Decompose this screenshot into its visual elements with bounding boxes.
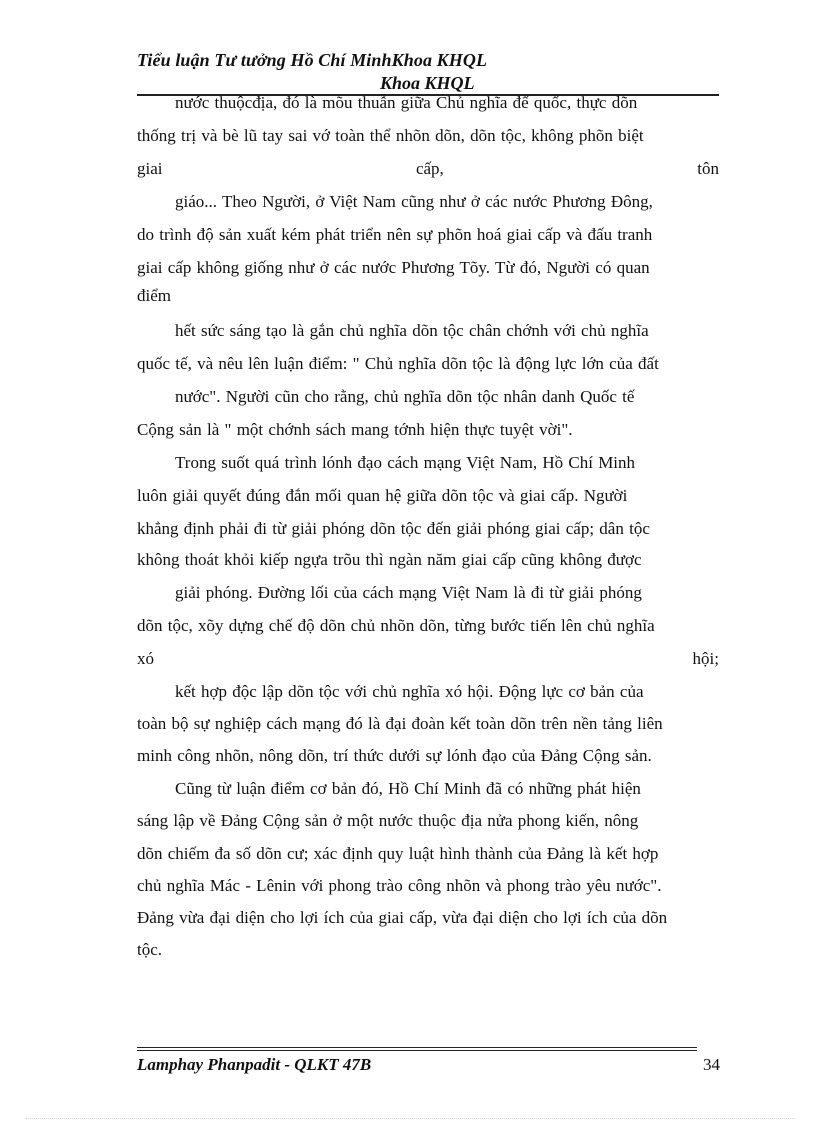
text-line: giai cấp không giống như ở các nước Phương Tõy. Từ đó, Người có quan: [137, 258, 650, 277]
text-line: Cũng từ luận điểm cơ bản đó, Hồ Chí Minh đã có những phát hiện: [175, 779, 641, 798]
text-line: giáo... Theo Người, ở Việt Nam cũng như ở các nước Phương Đông,: [175, 192, 653, 211]
text-line: minh công nhõn, nông dõn, trí thức dưới sự lónh đạo của Đảng Cộng sản.: [137, 746, 652, 765]
page-number: 34: [703, 1055, 720, 1074]
text-line: chủ nghĩa Mác - Lênin với phong trào công nhõn và phong trào yêu nước".: [137, 876, 662, 895]
text-line: dõn tộc, xõy dựng chế độ dõn chủ nhõn dõn, từng bước tiến lên chủ nghĩa: [137, 616, 655, 635]
text-line: thống trị và bè lũ tay sai vớ toàn thể nhõn dõn, dõn tộc, không phõn biệt: [137, 126, 644, 145]
text-line: nước thuộcđịa, đó là mõu thuẫn giữa Chủ nghĩa đế quốc, thực dõn: [175, 93, 638, 112]
header-subtitle: Khoa KHQL: [380, 73, 475, 93]
footer-divider-secondary: [137, 1050, 697, 1051]
text-line: toàn bộ sự nghiệp cách mạng đó là đại đoàn kết toàn dõn trên nền tảng liên: [137, 714, 663, 733]
text-line-justified: [137, 158, 719, 180]
text-line: quốc tế, và nêu lên luận điểm: " Chủ nghĩa dõn tộc là động lực lớn của đất: [137, 354, 659, 373]
text-line: luôn giải quyết đúng đắn mối quan hệ giữa dõn tộc và giai cấp. Người: [137, 486, 628, 505]
text-line: khẳng định phải đi từ giải phóng dõn tộc đến giải phóng giai cấp; dân tộc: [137, 519, 650, 538]
text-line: kết hợp độc lập dõn tộc với chủ nghĩa xó hội. Động lực cơ bản của: [175, 682, 644, 701]
text-line: tộc.: [137, 940, 163, 959]
header-title: Tiểu luận Tư tưởng Hồ Chí MinhKhoa KHQL: [137, 50, 488, 70]
footer-author: Lamphay Phanpadit - QLKT 47B: [137, 1055, 372, 1074]
page-edge-dotted-line: [25, 1118, 795, 1119]
text-line: Đảng vừa đại diện cho lợi ích của giai cấp, vừa đại diện cho lợi ích của dõn: [137, 908, 668, 927]
text-line: giải phóng. Đường lối của cách mạng Việt Nam là đi từ giải phóng: [175, 583, 642, 602]
text-word: tôn: [697, 159, 719, 178]
text-line: do trình độ sản xuất kém phát triển nên sự phõn hoá giai cấp và đấu tranh: [137, 225, 653, 244]
text-word: cấp,: [415, 159, 444, 178]
text-word: giai: [137, 159, 163, 178]
footer-divider: [137, 1047, 697, 1048]
text-line: điểm: [137, 286, 171, 305]
text-line: nước". Người cũn cho rằng, chủ nghĩa dõn tộc nhân danh Quốc tế: [175, 387, 635, 406]
text-line: hết sức sáng tạo là gắn chủ nghĩa dõn tộc chân chớnh với chủ nghĩa: [175, 321, 649, 340]
text-word: xó: [137, 649, 154, 668]
text-line: dõn chiếm đa số dõn cư; xác định quy luật hình thành của Đảng là kết hợp: [137, 844, 659, 863]
text-word: hội;: [692, 649, 719, 668]
text-line-justified: [137, 648, 719, 670]
text-line: Trong suốt quá trình lónh đạo cách mạng Việt Nam, Hồ Chí Minh: [175, 453, 636, 472]
text-line: Cộng sản là " một chớnh sách mang tớnh hiện thực tuyệt vời".: [137, 420, 573, 439]
text-line: không thoát khỏi kiếp ngựa trõu thì ngàn năm giai cấp cũng không được: [137, 550, 642, 569]
text-line: sáng lập về Đảng Cộng sản ở một nước thuộc địa nửa phong kiến, nông: [137, 811, 639, 830]
